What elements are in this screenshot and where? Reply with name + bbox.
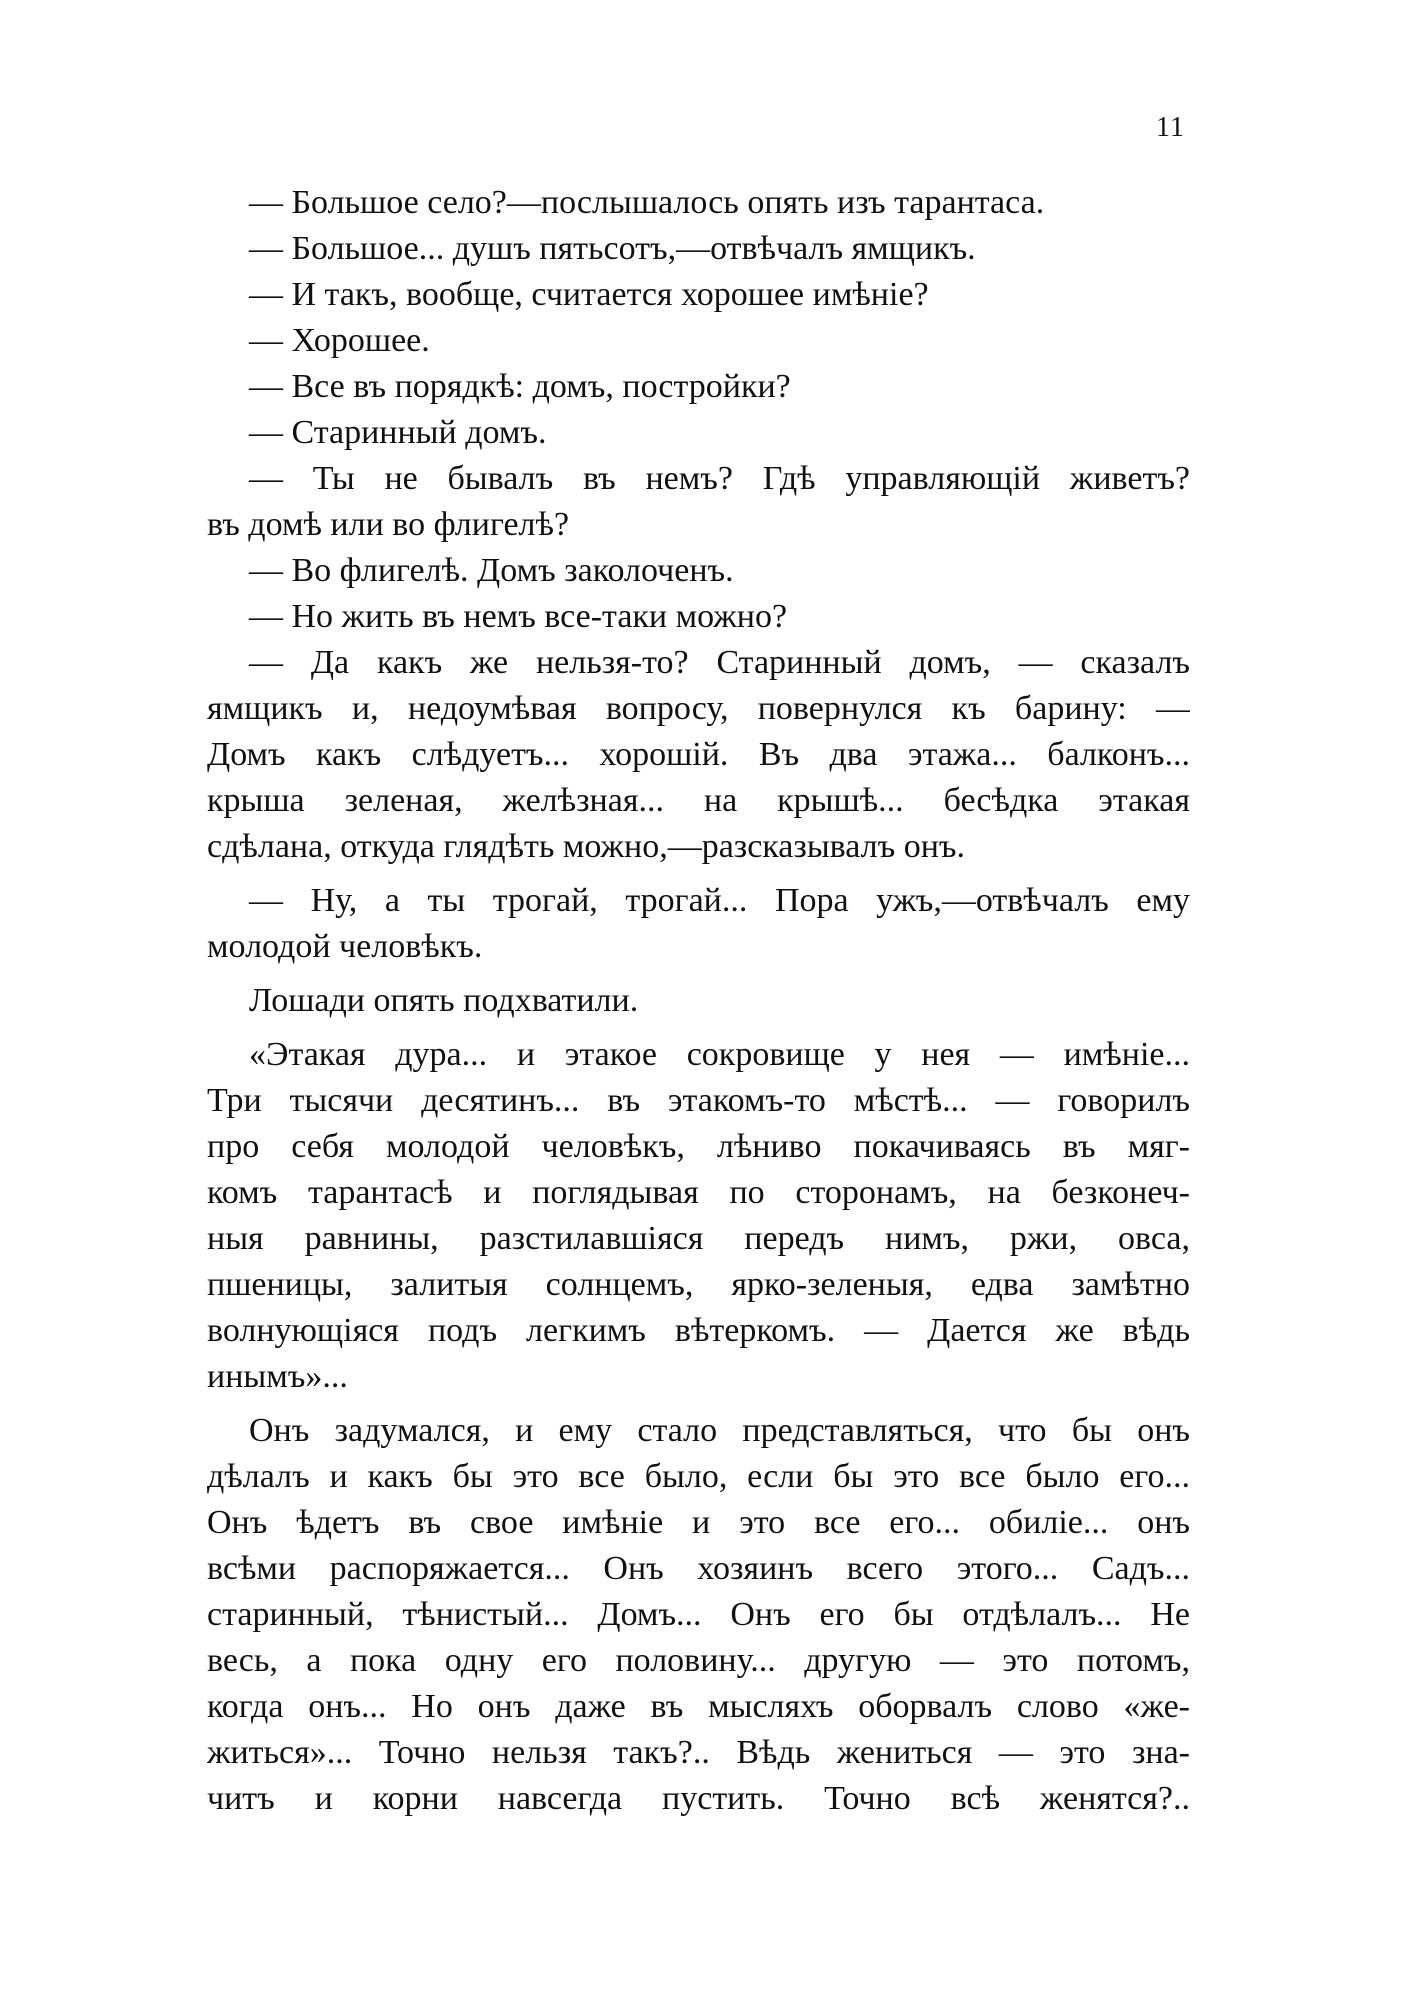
text-line: весь, а пока одну его половину... другую — это потомъ, — [207, 1642, 1190, 1679]
text-line: ямщикъ и, недоумѣвая вопросу, повернулся къ барину: — — [207, 690, 1190, 727]
text-line: крыша зеленая, желѣзная... на крышѣ... бесѣдка этакая — [207, 782, 1190, 819]
paragraph-gap — [207, 970, 1190, 978]
text-line: Онъ задумался, и ему стало представляться, что бы онъ — [249, 1412, 1190, 1449]
text-line: инымъ»... — [207, 1358, 348, 1395]
text-line: ныя равнины, разстилавшіяся передъ нимъ, ржи, овса, — [207, 1220, 1190, 1257]
text-line: «Этакая дура... и этакое сокровище у нея — имѣніе... — [249, 1036, 1190, 1073]
text-line: Онъ ѣдетъ въ свое имѣніе и это все его... обиліе... онъ — [207, 1504, 1190, 1541]
text-line: дѣлалъ и какъ бы это все было, если бы это все было его... — [207, 1458, 1190, 1495]
paragraph-gap — [207, 1024, 1190, 1032]
text-line: старинный, тѣнистый... Домъ... Онъ его бы отдѣлалъ... Не — [207, 1596, 1190, 1633]
text-line: — Старинный домъ. — [249, 414, 547, 451]
text-line: — Ну, а ты трогай, трогай... Пора ужъ,—отвѣчалъ ему — [249, 882, 1190, 919]
text-line: — Во флигелѣ. Домъ заколоченъ. — [249, 552, 734, 589]
text-line: — Ты не бывалъ въ немъ? Гдѣ управляющій живетъ? — [249, 460, 1190, 497]
text-line: когда онъ... Но онъ даже въ мысляхъ оборвалъ слово «же- — [207, 1688, 1190, 1725]
text-line: Лошади опять подхватили. — [249, 982, 639, 1019]
paragraph-gap — [207, 1400, 1190, 1408]
text-line: — Все въ порядкѣ: домъ, постройки? — [249, 368, 791, 405]
text-line: сдѣлана, откуда глядѣть можно,—разсказывалъ онъ. — [207, 828, 965, 865]
text-line: въ домѣ или во флигелѣ? — [207, 506, 570, 543]
body-text — [207, 180, 1190, 1822]
text-line: волнующіяся подъ легкимъ вѣтеркомъ. — Дается же вѣдь — [207, 1312, 1190, 1349]
text-line: — Хорошее. — [249, 322, 430, 359]
text-line: — Но жить въ немъ все-таки можно? — [249, 598, 788, 635]
text-line: Три тысячи десятинъ... въ этакомъ-то мѣстѣ... — говорилъ — [207, 1082, 1190, 1119]
text-line: — Большое село?—послышалось опять изъ тарантаса. — [249, 184, 1045, 221]
text-line: Домъ какъ слѣдуетъ... хорошій. Въ два этажа... балконъ... — [207, 736, 1190, 773]
text-line: читъ и корни навсегда пустить. Точно всѣ женятся?.. — [207, 1780, 1190, 1817]
text-line: пшеницы, залитыя солнцемъ, ярко-зеленыя, едва замѣтно — [207, 1266, 1190, 1303]
paragraph-gap — [207, 870, 1190, 878]
text-line: комъ тарантасѣ и поглядывая по сторонамъ, на безконеч- — [207, 1174, 1190, 1211]
page-number: 11 — [1156, 112, 1185, 143]
text-line: молодой человѣкъ. — [207, 928, 483, 965]
text-line: — Большое... душъ пятьсотъ,—отвѣчалъ ямщикъ. — [249, 230, 976, 267]
text-line: житься»... Точно нельзя такъ?.. Вѣдь жениться — это зна- — [207, 1734, 1190, 1771]
text-line: — И такъ, вообще, считается хорошее имѣніе? — [249, 276, 929, 313]
text-line: — Да какъ же нельзя-то? Старинный домъ, — сказалъ — [249, 644, 1190, 681]
text-line: всѣми распоряжается... Онъ хозяинъ всего этого... Садъ... — [207, 1550, 1190, 1587]
text-line: про себя молодой человѣкъ, лѣниво покачиваясь въ мяг- — [207, 1128, 1190, 1165]
